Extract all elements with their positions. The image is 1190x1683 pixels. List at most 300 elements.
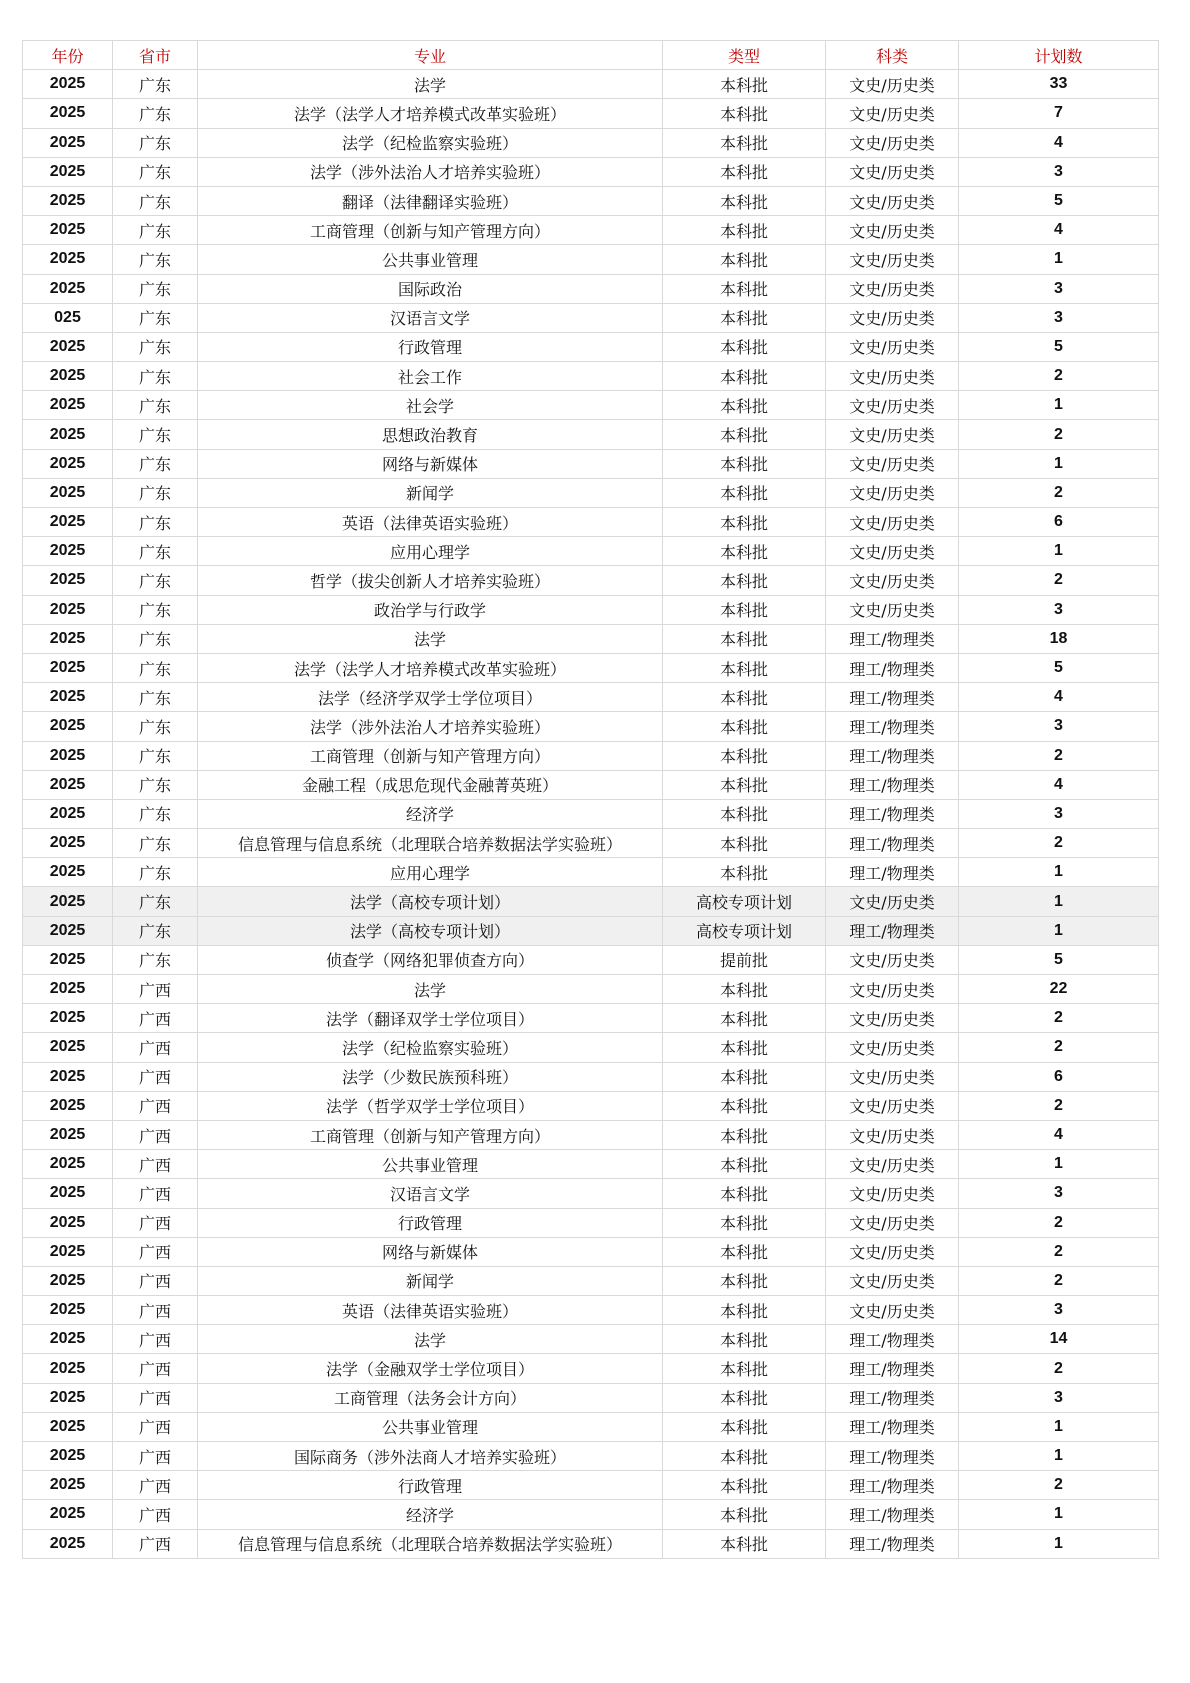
table-row [23,1354,1159,1383]
header-row [23,41,1159,70]
table-row [23,1383,1159,1412]
cell-type: 高校专项计划 [663,887,826,916]
cell-major: 新闻学 [198,478,663,507]
cell-year: 2025 [23,1529,113,1558]
cell-plan: 4 [959,683,1159,712]
cell-category: 文史/历史类 [826,595,959,624]
cell-type: 本科批 [663,216,826,245]
cell-type: 本科批 [663,712,826,741]
cell-type: 本科批 [663,770,826,799]
cell-province: 广东 [113,128,198,157]
cell-category: 文史/历史类 [826,1266,959,1295]
cell-year: 2025 [23,887,113,916]
table-body [23,70,1159,1559]
cell-province: 广东 [113,245,198,274]
cell-plan: 5 [959,945,1159,974]
cell-province: 广东 [113,186,198,215]
cell-year: 2025 [23,508,113,537]
table-row [23,653,1159,682]
cell-major: 行政管理 [198,332,663,361]
cell-major: 金融工程（成思危现代金融菁英班） [198,770,663,799]
table-row [23,829,1159,858]
cell-type: 本科批 [663,70,826,99]
header-province: 省市 [113,41,198,70]
cell-plan: 3 [959,1383,1159,1412]
cell-year: 2025 [23,1120,113,1149]
cell-year: 2025 [23,537,113,566]
cell-type: 本科批 [663,653,826,682]
cell-plan: 18 [959,624,1159,653]
cell-category: 文史/历史类 [826,1208,959,1237]
cell-type: 本科批 [663,1004,826,1033]
cell-plan: 1 [959,449,1159,478]
cell-year: 2025 [23,1471,113,1500]
cell-province: 广西 [113,1412,198,1441]
cell-province: 广东 [113,478,198,507]
cell-type: 本科批 [663,1471,826,1500]
cell-category: 文史/历史类 [826,945,959,974]
cell-province: 广西 [113,1033,198,1062]
cell-plan: 2 [959,566,1159,595]
cell-year: 2025 [23,332,113,361]
header-major: 专业 [198,41,663,70]
cell-major: 思想政治教育 [198,420,663,449]
cell-year: 2025 [23,975,113,1004]
cell-year: 2025 [23,1033,113,1062]
cell-year: 2025 [23,70,113,99]
cell-plan: 3 [959,1179,1159,1208]
cell-major: 英语（法律英语实验班） [198,508,663,537]
cell-major: 法学（高校专项计划） [198,887,663,916]
cell-year: 2025 [23,216,113,245]
cell-year: 2025 [23,1091,113,1120]
table-row [23,478,1159,507]
cell-year: 2025 [23,653,113,682]
cell-province: 广东 [113,741,198,770]
cell-type: 本科批 [663,1091,826,1120]
table-row [23,1266,1159,1295]
cell-province: 广东 [113,683,198,712]
cell-plan: 6 [959,508,1159,537]
cell-year: 2025 [23,186,113,215]
cell-type: 本科批 [663,741,826,770]
table-row [23,770,1159,799]
cell-major: 法学（涉外法治人才培养实验班） [198,157,663,186]
cell-province: 广西 [113,1383,198,1412]
cell-plan: 2 [959,1004,1159,1033]
cell-plan: 2 [959,362,1159,391]
cell-year: 2025 [23,683,113,712]
cell-major: 信息管理与信息系统（北理联合培养数据法学实验班） [198,1529,663,1558]
cell-province: 广东 [113,595,198,624]
cell-type: 本科批 [663,1120,826,1149]
cell-major: 网络与新媒体 [198,1237,663,1266]
table-row [23,741,1159,770]
cell-category: 理工/物理类 [826,1325,959,1354]
cell-province: 广东 [113,566,198,595]
cell-year: 2025 [23,449,113,478]
cell-category: 理工/物理类 [826,1529,959,1558]
cell-major: 国际商务（涉外法商人才培养实验班） [198,1442,663,1471]
table-row [23,70,1159,99]
cell-province: 广西 [113,1500,198,1529]
cell-province: 广东 [113,858,198,887]
cell-major: 法学（纪检监察实验班） [198,128,663,157]
cell-plan: 3 [959,303,1159,332]
cell-plan: 2 [959,1033,1159,1062]
cell-type: 本科批 [663,332,826,361]
cell-type: 本科批 [663,537,826,566]
cell-type: 本科批 [663,1500,826,1529]
cell-major: 法学（纪检监察实验班） [198,1033,663,1062]
cell-major: 应用心理学 [198,537,663,566]
cell-plan: 6 [959,1062,1159,1091]
table-row [23,1296,1159,1325]
cell-plan: 2 [959,420,1159,449]
cell-major: 工商管理（法务会计方向） [198,1383,663,1412]
cell-major: 新闻学 [198,1266,663,1295]
cell-major: 法学（翻译双学士学位项目） [198,1004,663,1033]
cell-type: 本科批 [663,683,826,712]
cell-year: 2025 [23,274,113,303]
cell-plan: 14 [959,1325,1159,1354]
cell-major: 法学 [198,975,663,1004]
cell-category: 理工/物理类 [826,741,959,770]
cell-year: 025 [23,303,113,332]
cell-province: 广东 [113,420,198,449]
cell-category: 理工/物理类 [826,624,959,653]
table-row [23,712,1159,741]
cell-year: 2025 [23,624,113,653]
table-row [23,99,1159,128]
cell-plan: 1 [959,1412,1159,1441]
cell-category: 文史/历史类 [826,1062,959,1091]
cell-major: 社会工作 [198,362,663,391]
header-category: 科类 [826,41,959,70]
table-row [23,1529,1159,1558]
cell-major: 法学（哲学双学士学位项目） [198,1091,663,1120]
cell-year: 2025 [23,478,113,507]
cell-year: 2025 [23,128,113,157]
table-row [23,975,1159,1004]
cell-province: 广东 [113,508,198,537]
cell-year: 2025 [23,1208,113,1237]
cell-major: 法学 [198,624,663,653]
cell-province: 广东 [113,362,198,391]
cell-major: 法学（高校专项计划） [198,916,663,945]
cell-type: 本科批 [663,1296,826,1325]
cell-type: 本科批 [663,1033,826,1062]
cell-major: 行政管理 [198,1208,663,1237]
cell-province: 广东 [113,770,198,799]
cell-type: 本科批 [663,595,826,624]
cell-major: 汉语言文学 [198,303,663,332]
cell-category: 文史/历史类 [826,362,959,391]
cell-plan: 3 [959,157,1159,186]
table-row [23,362,1159,391]
table-row [23,799,1159,828]
cell-category: 文史/历史类 [826,449,959,478]
cell-plan: 5 [959,332,1159,361]
cell-category: 文史/历史类 [826,303,959,332]
cell-category: 文史/历史类 [826,332,959,361]
cell-plan: 3 [959,595,1159,624]
cell-major: 公共事业管理 [198,245,663,274]
cell-category: 文史/历史类 [826,1179,959,1208]
cell-year: 2025 [23,1179,113,1208]
cell-year: 2025 [23,945,113,974]
cell-province: 广西 [113,1004,198,1033]
cell-province: 广东 [113,157,198,186]
cell-plan: 2 [959,1354,1159,1383]
cell-type: 本科批 [663,391,826,420]
cell-major: 经济学 [198,799,663,828]
cell-plan: 1 [959,916,1159,945]
cell-major: 汉语言文学 [198,1179,663,1208]
cell-major: 法学（法学人才培养模式改革实验班） [198,653,663,682]
cell-plan: 1 [959,1150,1159,1179]
cell-plan: 2 [959,478,1159,507]
cell-category: 理工/物理类 [826,1500,959,1529]
cell-plan: 1 [959,1442,1159,1471]
cell-province: 广西 [113,1325,198,1354]
cell-plan: 2 [959,741,1159,770]
cell-type: 本科批 [663,858,826,887]
table-row [23,1033,1159,1062]
table-row [23,391,1159,420]
cell-type: 本科批 [663,420,826,449]
cell-plan: 2 [959,1237,1159,1266]
cell-category: 文史/历史类 [826,274,959,303]
cell-province: 广东 [113,916,198,945]
cell-major: 信息管理与信息系统（北理联合培养数据法学实验班） [198,829,663,858]
cell-year: 2025 [23,566,113,595]
cell-type: 本科批 [663,99,826,128]
table-row [23,683,1159,712]
cell-category: 文史/历史类 [826,1296,959,1325]
cell-category: 理工/物理类 [826,683,959,712]
cell-province: 广东 [113,70,198,99]
table-row [23,186,1159,215]
cell-province: 广东 [113,216,198,245]
cell-province: 广西 [113,1150,198,1179]
cell-category: 理工/物理类 [826,653,959,682]
table-row [23,1237,1159,1266]
cell-major: 哲学（拔尖创新人才培养实验班） [198,566,663,595]
table-row [23,128,1159,157]
cell-type: 提前批 [663,945,826,974]
cell-category: 文史/历史类 [826,537,959,566]
cell-year: 2025 [23,770,113,799]
cell-major: 国际政治 [198,274,663,303]
cell-plan: 1 [959,858,1159,887]
table-row [23,887,1159,916]
cell-province: 广东 [113,653,198,682]
enrollment-plan-table [22,40,1159,1559]
cell-province: 广东 [113,274,198,303]
cell-plan: 4 [959,216,1159,245]
cell-type: 本科批 [663,1529,826,1558]
cell-major: 法学（经济学双学士学位项目） [198,683,663,712]
cell-major: 公共事业管理 [198,1150,663,1179]
cell-province: 广西 [113,1266,198,1295]
cell-major: 公共事业管理 [198,1412,663,1441]
cell-type: 本科批 [663,478,826,507]
cell-major: 社会学 [198,391,663,420]
cell-year: 2025 [23,391,113,420]
cell-plan: 7 [959,99,1159,128]
cell-province: 广西 [113,1062,198,1091]
cell-year: 2025 [23,916,113,945]
cell-category: 理工/物理类 [826,829,959,858]
cell-major: 法学（法学人才培养模式改革实验班） [198,99,663,128]
cell-category: 文史/历史类 [826,975,959,1004]
cell-year: 2025 [23,1004,113,1033]
cell-type: 本科批 [663,1266,826,1295]
cell-type: 本科批 [663,1237,826,1266]
cell-plan: 1 [959,537,1159,566]
cell-category: 文史/历史类 [826,157,959,186]
table-row [23,508,1159,537]
table-row [23,537,1159,566]
cell-category: 文史/历史类 [826,420,959,449]
cell-major: 行政管理 [198,1471,663,1500]
cell-type: 本科批 [663,829,826,858]
cell-province: 广东 [113,303,198,332]
cell-major: 应用心理学 [198,858,663,887]
cell-year: 2025 [23,858,113,887]
cell-plan: 4 [959,128,1159,157]
cell-plan: 2 [959,1266,1159,1295]
cell-category: 理工/物理类 [826,1442,959,1471]
cell-type: 本科批 [663,566,826,595]
table-row [23,1062,1159,1091]
cell-plan: 1 [959,245,1159,274]
cell-category: 理工/物理类 [826,916,959,945]
cell-year: 2025 [23,799,113,828]
table-row [23,916,1159,945]
cell-type: 本科批 [663,303,826,332]
cell-province: 广东 [113,799,198,828]
table-row [23,1004,1159,1033]
cell-category: 文史/历史类 [826,70,959,99]
table-row [23,566,1159,595]
table-row [23,303,1159,332]
cell-major: 工商管理（创新与知产管理方向） [198,741,663,770]
cell-category: 文史/历史类 [826,566,959,595]
cell-type: 本科批 [663,975,826,1004]
cell-category: 文史/历史类 [826,128,959,157]
cell-type: 本科批 [663,1354,826,1383]
cell-category: 文史/历史类 [826,1120,959,1149]
cell-plan: 1 [959,1529,1159,1558]
cell-type: 本科批 [663,1150,826,1179]
cell-major: 法学（涉外法治人才培养实验班） [198,712,663,741]
cell-province: 广西 [113,1179,198,1208]
table-row [23,595,1159,624]
cell-type: 本科批 [663,508,826,537]
cell-year: 2025 [23,1296,113,1325]
cell-category: 理工/物理类 [826,799,959,828]
cell-category: 理工/物理类 [826,1471,959,1500]
cell-province: 广西 [113,1120,198,1149]
cell-province: 广西 [113,1208,198,1237]
table-row [23,1471,1159,1500]
cell-province: 广东 [113,945,198,974]
cell-plan: 3 [959,799,1159,828]
header-year: 年份 [23,41,113,70]
cell-plan: 1 [959,1500,1159,1529]
cell-type: 本科批 [663,157,826,186]
cell-province: 广西 [113,1296,198,1325]
cell-type: 本科批 [663,449,826,478]
cell-province: 广东 [113,712,198,741]
cell-type: 本科批 [663,1412,826,1441]
cell-major: 网络与新媒体 [198,449,663,478]
cell-plan: 3 [959,1296,1159,1325]
table-row [23,1412,1159,1441]
cell-category: 文史/历史类 [826,887,959,916]
cell-category: 文史/历史类 [826,1237,959,1266]
header-plan: 计划数 [959,41,1159,70]
cell-type: 本科批 [663,1383,826,1412]
cell-major: 工商管理（创新与知产管理方向） [198,1120,663,1149]
cell-category: 理工/物理类 [826,858,959,887]
cell-plan: 2 [959,1091,1159,1120]
cell-type: 本科批 [663,362,826,391]
cell-province: 广西 [113,975,198,1004]
cell-type: 本科批 [663,128,826,157]
cell-major: 法学 [198,1325,663,1354]
cell-year: 2025 [23,741,113,770]
cell-year: 2025 [23,1442,113,1471]
cell-plan: 3 [959,274,1159,303]
table-row [23,858,1159,887]
cell-province: 广西 [113,1442,198,1471]
cell-type: 本科批 [663,274,826,303]
cell-major: 工商管理（创新与知产管理方向） [198,216,663,245]
table-row [23,449,1159,478]
cell-major: 法学 [198,70,663,99]
cell-year: 2025 [23,245,113,274]
cell-type: 本科批 [663,1208,826,1237]
cell-year: 2025 [23,712,113,741]
cell-year: 2025 [23,1354,113,1383]
cell-province: 广东 [113,449,198,478]
cell-plan: 33 [959,70,1159,99]
table-row [23,216,1159,245]
table-row [23,420,1159,449]
cell-plan: 2 [959,829,1159,858]
cell-major: 经济学 [198,1500,663,1529]
cell-year: 2025 [23,1150,113,1179]
cell-province: 广东 [113,99,198,128]
cell-year: 2025 [23,1062,113,1091]
cell-plan: 1 [959,391,1159,420]
table-row [23,1208,1159,1237]
cell-year: 2025 [23,1412,113,1441]
table-row [23,1179,1159,1208]
cell-year: 2025 [23,1500,113,1529]
cell-plan: 2 [959,1471,1159,1500]
cell-category: 文史/历史类 [826,245,959,274]
cell-category: 文史/历史类 [826,1004,959,1033]
cell-major: 法学（少数民族预科班） [198,1062,663,1091]
cell-category: 理工/物理类 [826,712,959,741]
cell-type: 本科批 [663,186,826,215]
table-row [23,332,1159,361]
cell-major: 法学（金融双学士学位项目） [198,1354,663,1383]
